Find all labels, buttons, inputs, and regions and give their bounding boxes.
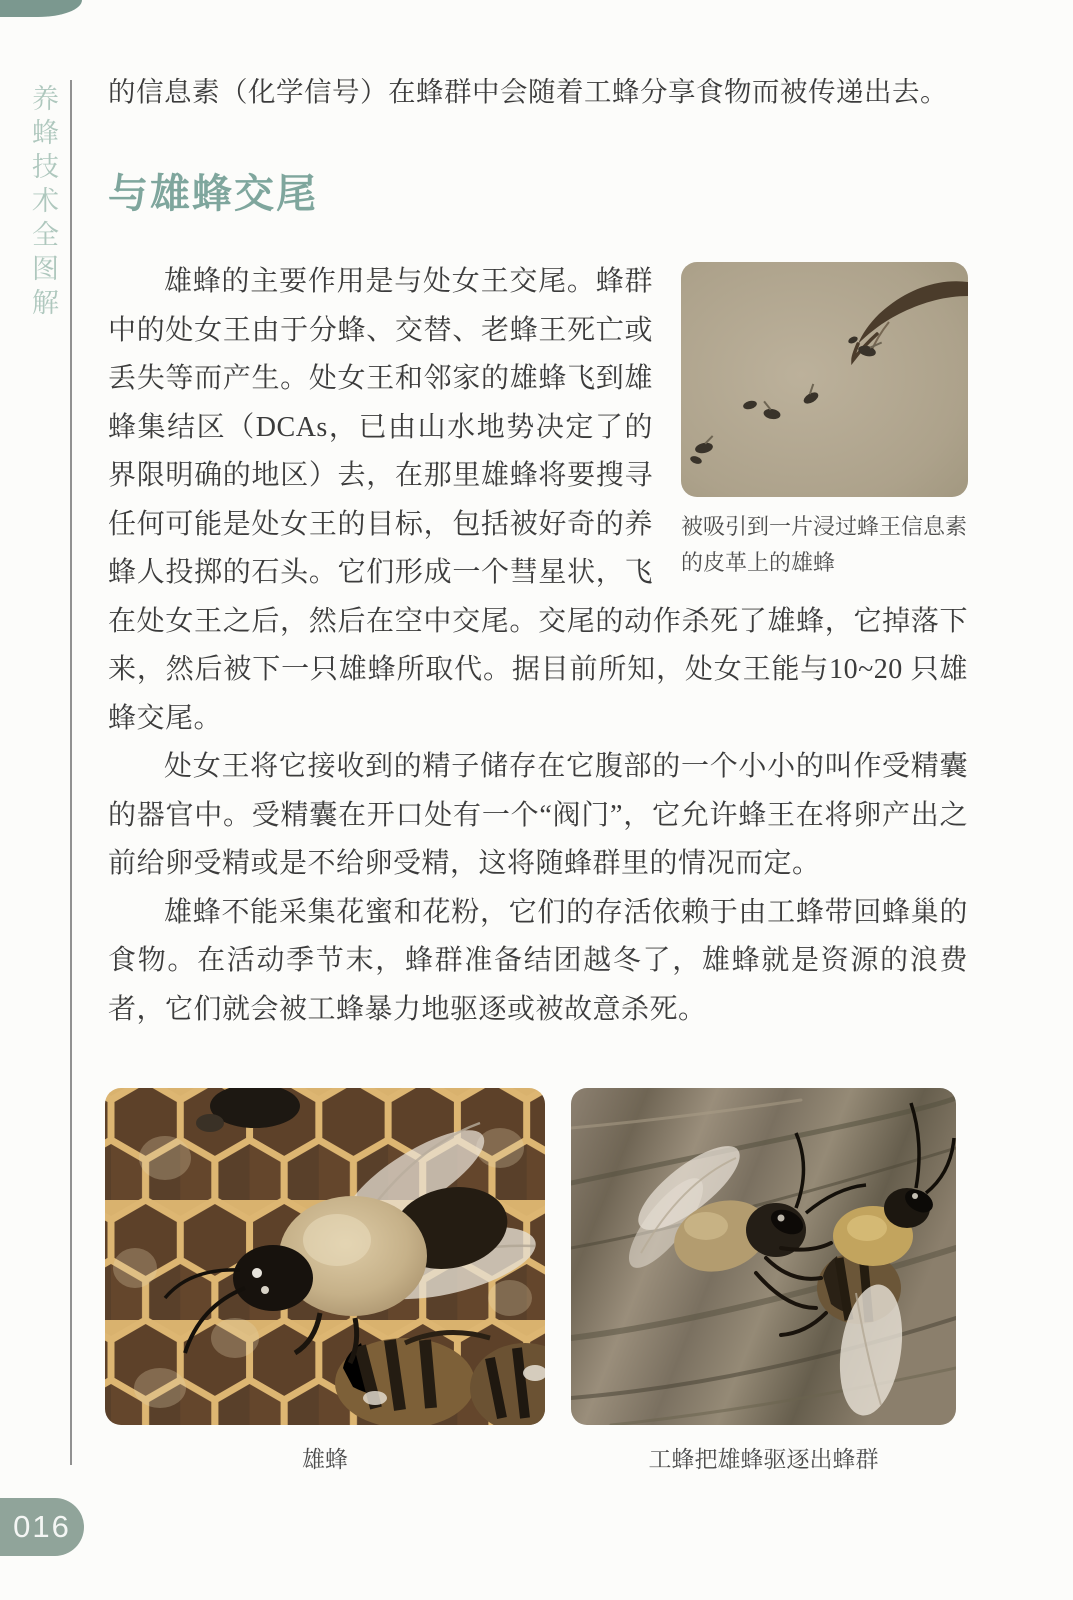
book-title-vertical: 养蜂技术全图解 [28, 84, 58, 322]
page-number: 016 [13, 1509, 71, 1544]
worker-evicting-drone-illustration [571, 1088, 956, 1425]
photo-worker-evicting-drone [571, 1088, 956, 1425]
figure-drones-on-leather [681, 262, 968, 581]
bottom-figure-row [105, 1088, 956, 1474]
corner-decoration [0, 0, 82, 17]
paragraph-1: 雄蜂的主要作用是与处女王交尾。蜂群中的处女王由于分蜂、交替、老蜂王死亡或丢失等而产生。处女王和邻家的雄蜂飞到雄蜂集结区（DCAs，已由山水地势决定了的界限明确的地区）去，在那里雄蜂将要搜寻任何可能是处女王的目标，包括被好奇的养蜂人投掷的石头。它们形成一个彗星状，飞在处女王之后，然后在空中交尾。交尾的动作杀死了雄蜂，它掉落下来，然后被下一只雄蜂所取代。据目前所知，处女王能与10~20 只雄蜂交尾。 [108, 266, 968, 734]
photo-drone-on-honeycomb [105, 1088, 545, 1425]
figure-worker-evicting-drone [571, 1088, 956, 1474]
figure-drone-on-comb [105, 1088, 545, 1474]
drone-on-comb-illustration [105, 1088, 545, 1425]
paragraph-3: 雄蜂不能采集花蜜和花粉，它们的存活依赖于由工蜂带回蜂巢的食物。在活动季节末，蜂群准备结团越冬了，雄蜂就是资源的浪费者，它们就会被工蜂暴力地驱逐或被故意杀死。 [108, 896, 968, 1025]
page-number-badge [0, 1498, 84, 1556]
body-paragraphs [108, 258, 968, 1034]
main-content [108, 72, 968, 1034]
carryover-paragraph: 的信息素（化学信号）在蜂群中会随着工蜂分享食物而被传递出去。 [108, 76, 948, 107]
section-heading: 与雄蜂交尾 [108, 172, 318, 216]
photo-drones-attracted-to-pheromone-leather [681, 262, 968, 497]
drones-flying-illustration [681, 262, 968, 497]
figure-bottom-right-caption: 工蜂把雄蜂驱逐出蜂群 [648, 1446, 879, 1472]
sidebar-divider-line [70, 80, 72, 1465]
figure-bottom-left-caption: 雄蜂 [302, 1446, 348, 1472]
figure-top-caption: 被吸引到一片浸过蜂王信息素的皮革上的雄蜂 [681, 514, 968, 575]
paragraph-2: 处女王将它接收到的精子储存在它腹部的一个小小的叫作受精囊的器官中。受精囊在开口处有一个“阀门”，它允许蜂王在将卵产出之前给卵受精或是不给卵受精，这将随蜂群里的情况而定。 [108, 751, 968, 879]
